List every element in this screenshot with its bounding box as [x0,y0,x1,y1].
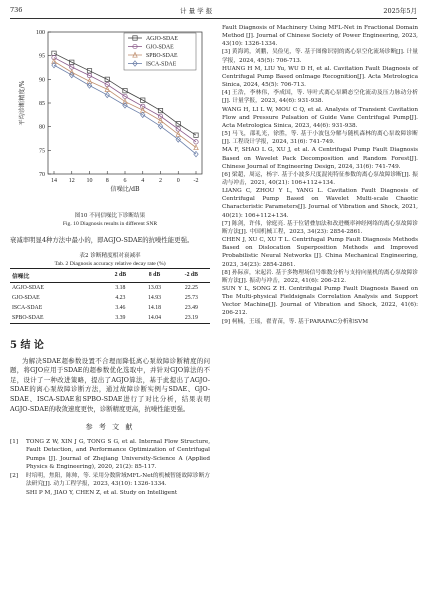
table-cell: 13.03 [148,284,162,291]
table-cell: 4.23 [115,294,126,301]
y-tick-label: 80 [39,124,45,131]
reference-item [10,489,210,497]
x-tick-label: -2 [193,178,199,184]
x-tick-label: 12 [68,178,75,184]
x-tick-label: 4 [141,178,145,184]
table-header-cell: -2 dB [184,272,199,279]
reference-item: MA F, SHAO L G, XU J, et al. A Centrifugal Pump Fault Diagnosis Based on Wavelet Pack Decomposition and Random Forest[J]. Chinese Journal of Engineering Design, 2024, 31(6): 741-749. [222,147,418,170]
section-title: 5 结 论 [10,339,44,351]
table-cell: 22.25 [184,284,198,291]
y-axis-label: 平均诊断精度/% [19,80,26,126]
conclusion-text: 为解决SDAE超参数设置不合理而降低离心泵故障诊断精度的问题，将GJO应用于SDAE的超参数优化选取中，并针对GJO算法的不足，设计了一种改进策略，提出了AGJO算法，基于此提出了AGJO-SDAE的离心泵故障诊断方法，通过故障诊断实例与SDAE、GJO-SDAE、ISCA-SDAE和SPBO-SDAE进行了对比分析，结果表明AGJO-SDAE的收敛速度更快，诊断精度更高，抗噪性能更强。 [10,356,210,413]
right-column [222,24,418,326]
table-cell: 14.93 [148,294,162,301]
reference-item: [8] 孙际彦，宋起岩. 基于多物理场信号维数分析与支持向量机的离心泵故障诊断方法[J]. 振动与冲击，2022, 41(6): 206-212. [222,269,418,284]
table-header-cell: 8 dB [148,272,161,279]
reference-text: SHI P M, JIAO Y, CHEN Z, et al. Study on Intelligent [26,490,178,497]
table-row [10,313,210,324]
table-header-cell: 信噪比 [12,273,30,280]
reference-item: CHEN J, XU C, XU T L. Centrifugal Pump Fault Diagnosis Methods Based on Dislocation Superposition Methods and Improved Probabilistic Neural Networks [J]. China Mechanical Engineering, 2023, 34(23): 2854-2861. [222,237,418,268]
reference-item: [4] 王浩，李林伟，李成国，等. 导叶式离心泵瞬态空化流动及压力脉动分析[J]. 计量学报，2023, 44(6): 931-938. [222,90,418,105]
table-cell: 14.18 [148,304,162,311]
left-column [10,24,210,499]
reference-item: [7] 陈剑，许伟，徐庭亮. 基于位错叠加法和改进概率神经网络的离心泵故障诊断方法[J]. 中国机械工程，2023, 34(23): 2854-2861. [222,220,418,235]
legend-label: AGJO-SDAE [146,36,178,42]
decay-rate-table [10,268,210,324]
table-row [10,303,210,313]
y-tick-label: 90 [39,77,45,84]
table-cell: 23.19 [184,314,198,321]
reference-item: WANG H, LI L W, MOU C Q, et al. Analysis of Transient Cavitation Flow and Pressure Pulsation of Guide Vane Centrifugal Pump[J]. Acta Metrologica Sinica, 2023, 44(6): 931-938. [222,106,418,129]
left-references [10,438,210,497]
references-title: 参 考 文 献 [85,423,135,432]
y-tick-label: 70 [39,172,45,178]
reference-item: [6] 梁超，周运，杨宇. 基于小波多尺度混沌特征参数的离心泵故障诊断[J]. 振动与冲击，2021, 40(21): 106+112+134. [222,171,418,186]
x-axis-label: 信噪比/dB [110,186,140,193]
table-header-cell: 2 dB [114,272,127,279]
x-tick-label: 0 [176,178,180,184]
table-cell: 3.39 [115,314,126,321]
table-cell: 23.49 [184,304,198,311]
legend-label: GJO-SDAE [146,44,174,51]
x-tick-label: 14 [51,178,57,184]
page-number: 736 [10,6,23,14]
table-cell: ISCA-SDAE [12,304,43,311]
reference-item: Fault Diagnosis of Machinery Using MFL-Net in Fractional Domain Method [J]. Journal of Chinese Society of Power Engineering, 2023, 43(10): 1326-1334. [222,25,418,48]
reference-item [10,472,210,488]
series-line [54,61,196,147]
table-cell: 25.73 [184,294,198,301]
reference-text: TONG Z W, XIN J G, TONG S G, et al. Internal Flow Structure, Fault Detection, and Performance Optimization of Centrifugal Pumps [J]. Journal of Zhejiang University-Science A (Applied Physics & Engineering), 2020, 21(2): 85-117. [26,439,210,470]
table-caption-zh: 表2 诊断精度相对衰减率 [79,252,141,259]
x-tick-label: 8 [105,178,109,184]
reference-number: [2] [10,472,19,479]
figure-caption-zh: 图10 不同信噪比下诊断结果 [74,213,146,219]
reference-number: [1] [10,439,19,446]
figure-10 [10,24,210,212]
journal-name: 计 量 学 报 [180,7,213,15]
x-tick-label: 2 [159,178,162,184]
body-paragraph: 衰减率明显4种方法中最小的，即AGJO-SDAE的抗噪性能更强。 [10,236,194,244]
legend-label: SPBO-SDAE [146,53,178,59]
issue-date: 2025年5月 [383,7,417,15]
x-tick-label: 10 [86,178,93,184]
table-2 [10,252,210,324]
header-rule [10,18,417,19]
table-caption-en: Tab. 2 Diagnosis accuracy relative decay rate (%) [54,260,166,267]
table-cell: GJO-SDAE [12,294,40,301]
reference-item: SUN Y L, SONG Z H. Centrifugal Pump Fault Diagnosis Based on The Multi-physical Fieldsignals Correlation Analysis and Support Vector Machine[J]. Journal of Vibration and Shock, 2022, 41(6): 206-212. [222,286,418,317]
x-tick-label: 6 [123,178,127,184]
y-tick-label: 75 [39,148,45,155]
table-row [10,293,210,303]
table-row [10,282,210,293]
reference-item: [5] 马飞，邵礼光，徐胜，等. 基于小波包分解与随机森林的离心泵故障诊断[J]. 工程设计学报，2024, 31(6): 741-749. [222,131,418,146]
y-tick-label: 95 [39,53,45,60]
running-header [10,6,417,18]
table-cell: SPBO-SDAE [12,314,44,321]
reference-item: [9] 柯楠，王瑶，翟青苗，等. 基于PARAFAC分析和SVM [222,318,369,325]
reference-item [10,438,210,471]
snr-line-chart [10,24,210,194]
reference-item: LIANG C, ZHOU Y L, YANG L. Cavitation Fault Diagnosis of Centrifugal Pump Based on Wavelet Multi-scale Chaotic Characteristic Parameters[J]. Journal of Vibration and Shock, 2021, 40(21): 106+112+134. [222,188,418,219]
table-cell: 14.04 [148,314,162,321]
table-cell: 3.46 [115,304,126,311]
reference-item: [3] 黄海鸿，刘鹏，吴俭见，等. 基于图像识别的离心泵空化流场诊断[J]. 计量学报，2024, 45(5): 706-713. [222,49,418,64]
figure-caption-en: Fig. 10 Diagnosis results in different SNR [62,221,158,227]
series-line [54,65,196,154]
y-tick-label: 85 [39,101,45,107]
data-point [194,140,198,144]
table-cell: 3.18 [115,284,126,291]
table-cell: AGJO-SDAE [12,284,44,291]
legend-label: ISCA-SDAE [146,61,177,68]
reference-item: HUANG H M, LIU Yu, WU D H, et al. Cavitation Fault Diagnosis of Centrifugal Pump Based onImage Recognition[J]. Acta Metrologica Sinica, 2024, 45(5): 706-713. [222,65,418,89]
reference-text: 时培明，焦阳，陈帅，等. 采用分数阶域MFL-Net的机械智能故障诊断方法研究[J]. 动力工程学报，2023, 43(10): 1326-1334. [26,472,210,488]
right-references [222,24,418,326]
y-tick-label: 100 [36,30,45,36]
